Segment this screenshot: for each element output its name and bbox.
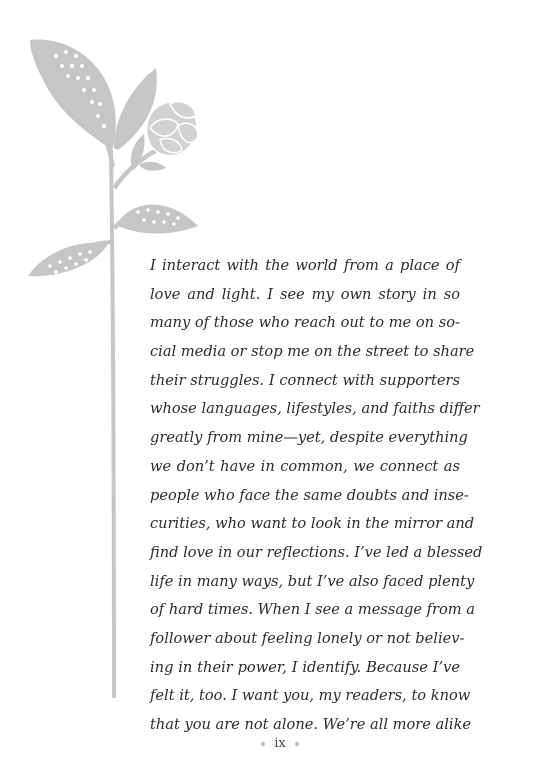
text-line: greatly from mine—yet, despite everything bbox=[150, 429, 468, 447]
text-line: life in many ways, but I’ve also faced plenty bbox=[150, 572, 475, 590]
page-folio bbox=[0, 736, 560, 751]
text-line: I interact with the world from a place of bbox=[150, 257, 460, 274]
text-line: of hard times. When I see a message from a bbox=[150, 601, 475, 619]
body-paragraph bbox=[150, 252, 483, 740]
text-line: felt it, too. I want you, my readers, to know bbox=[150, 687, 471, 705]
text-line: cial media or stop me on the street to share bbox=[150, 343, 475, 361]
text-line: people who face the same doubts and inse- bbox=[150, 486, 469, 504]
text-line: curities, who want to look in the mirror and bbox=[150, 515, 475, 533]
text-line: we don’t have in common, we connect as bbox=[150, 457, 460, 475]
text-line: ing in their power, I identify. Because I’ve bbox=[150, 658, 460, 676]
text-line: love and light. I see my own story in so bbox=[150, 285, 460, 303]
text-line: that you are not alone. We’re all more alike bbox=[150, 716, 472, 733]
text-line: many of those who reach out to me on so- bbox=[150, 314, 460, 332]
text-line: find love in our reflections. I’ve led a blessed bbox=[150, 543, 483, 561]
page-number: ix bbox=[274, 736, 286, 751]
text-line: their struggles. I connect with supporters bbox=[150, 371, 460, 389]
text-line: follower about feeling lonely or not believ- bbox=[150, 629, 465, 647]
folio-dot-right bbox=[295, 742, 299, 746]
text-line: whose languages, lifestyles, and faiths differ bbox=[150, 400, 480, 418]
folio-dot-left bbox=[261, 742, 265, 746]
